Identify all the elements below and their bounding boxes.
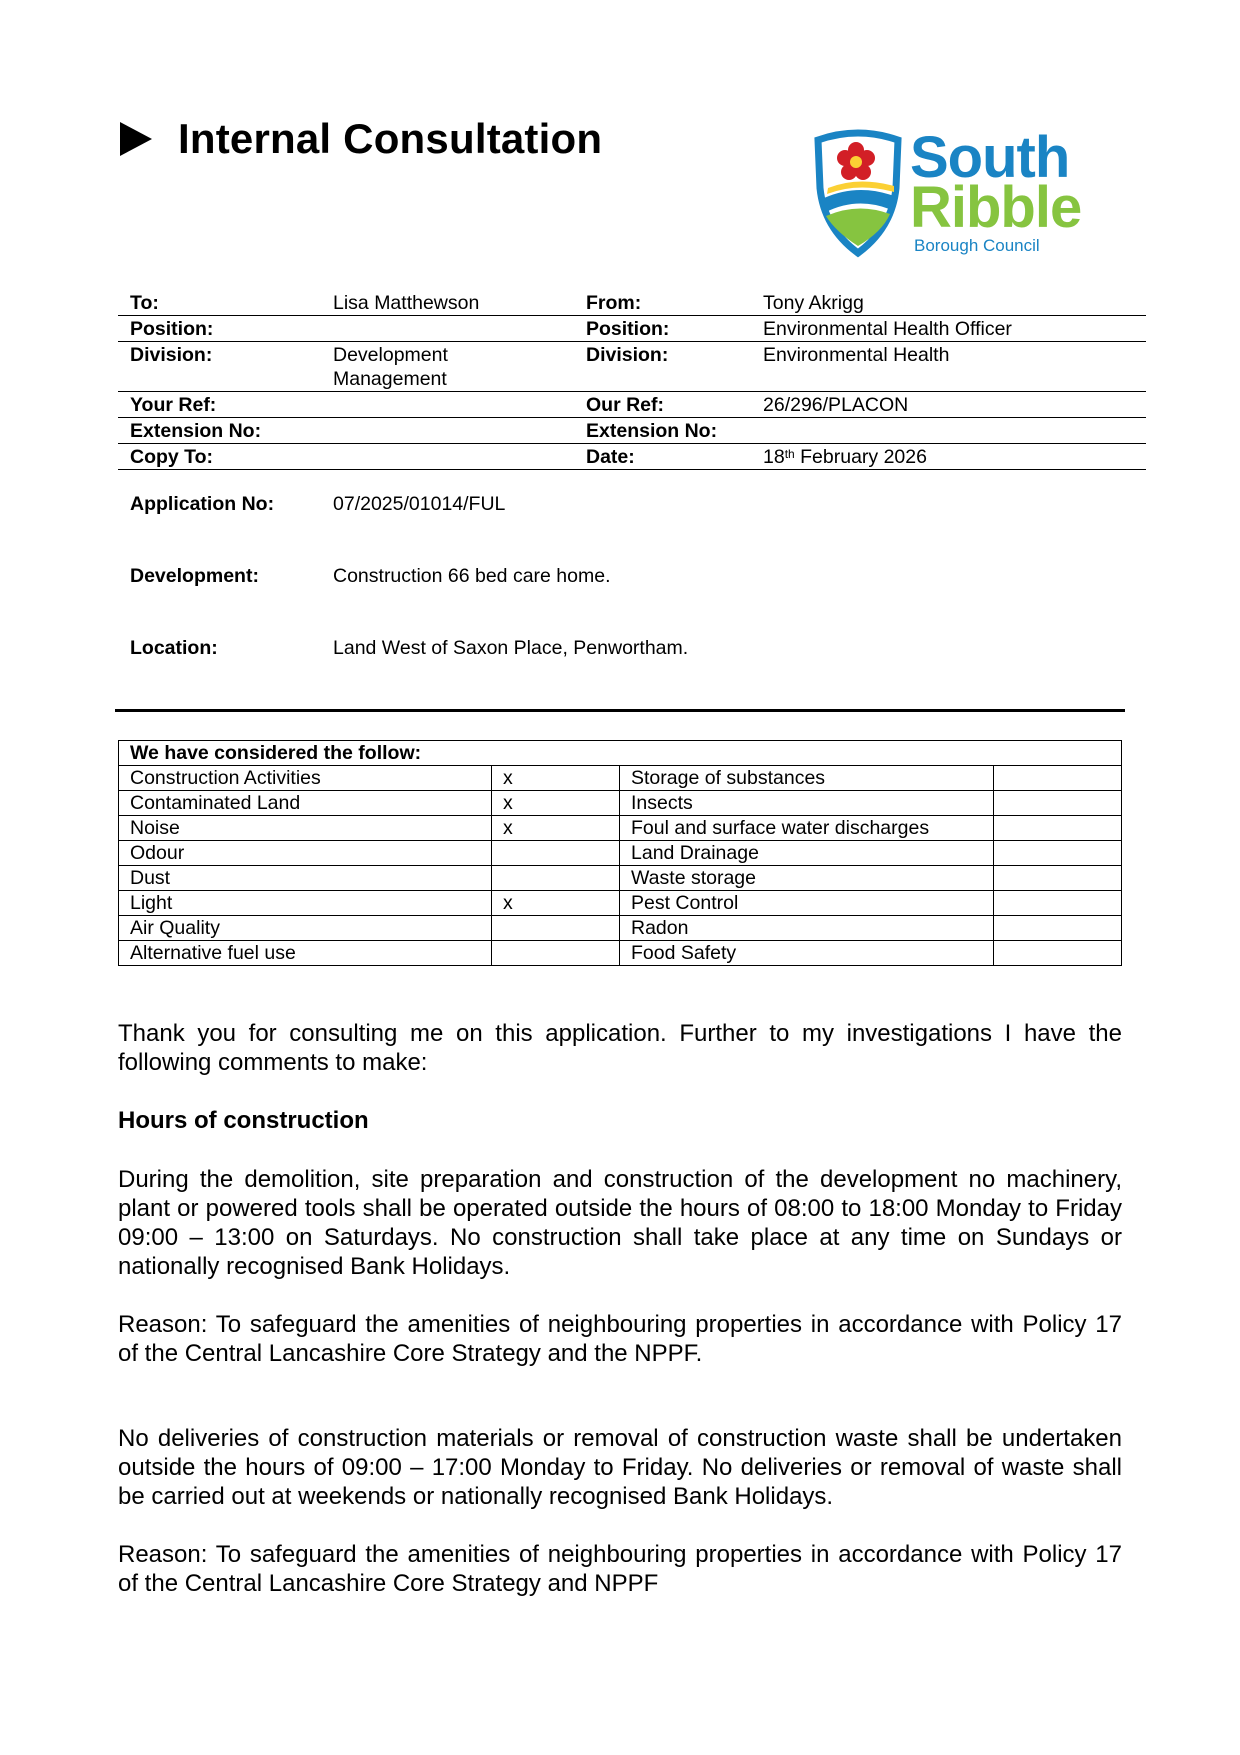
topic-right: Land Drainage [620, 841, 994, 866]
from-position-label: Position: [574, 316, 751, 342]
extension-label: Extension No: [118, 418, 321, 444]
table-row [119, 841, 1122, 866]
table-row [119, 816, 1122, 841]
development-label: Development: [130, 565, 259, 587]
reason-text-2: Reason: To safeguard the amenities of neighbouring properties in accordance with Policy 17 of the Central Lancashire Core Strategy and NPPF [118, 1541, 1122, 1597]
logo-text-ribble: Ribble [910, 175, 1082, 240]
our-ref-label: Our Ref: [574, 392, 751, 418]
table-row [119, 766, 1122, 791]
topic-right-mark [994, 916, 1122, 941]
topic-right-mark [994, 891, 1122, 916]
division-value-line1: Development [333, 344, 448, 366]
logo-text-south: South [910, 125, 1070, 190]
page-title [120, 112, 602, 166]
position-label: Position: [118, 316, 321, 342]
topic-right: Food Safety [620, 941, 994, 966]
copy-to-label: Copy To: [118, 444, 321, 470]
copy-to-value [321, 444, 574, 470]
division-label: Division: [118, 342, 321, 392]
topic-right-mark [994, 841, 1122, 866]
topic-left: Noise [119, 816, 492, 841]
deliveries-paragraph [118, 1424, 1122, 1511]
topic-right: Storage of substances [620, 766, 994, 791]
topic-right: Radon [620, 916, 994, 941]
division-value [321, 342, 574, 392]
memo-details-table [118, 290, 1146, 470]
topic-left-mark: x [492, 891, 620, 916]
topic-left-mark: x [492, 791, 620, 816]
from-division-label: Division: [574, 342, 751, 392]
table-row [119, 791, 1122, 816]
location-value: Land West of Saxon Place, Penwortham. [333, 637, 689, 659]
topic-left: Construction Activities [119, 766, 492, 791]
date-rest: February 2026 [794, 446, 927, 468]
division-value-line2: Management [333, 368, 447, 390]
deliveries-text: No deliveries of construction materials or removal of construction waste shall be undertaken outside the hours of 09:00 – 17:00 Monday to Friday. No deliveries or removal of waste shall be carried out at weekends or nationally recognised Bank Holidays. [118, 1425, 1122, 1510]
topic-left-mark [492, 941, 620, 966]
table-row [119, 916, 1122, 941]
intro-paragraph [118, 1019, 1122, 1077]
table-row [119, 941, 1122, 966]
your-ref-value [321, 392, 574, 418]
topic-right: Pest Control [620, 891, 994, 916]
from-label: From: [574, 290, 751, 316]
title-text: Internal Consultation [178, 115, 603, 162]
reason-paragraph-1 [118, 1310, 1122, 1368]
topic-left: Light [119, 891, 492, 916]
topic-left-mark: x [492, 766, 620, 791]
topic-right-mark [994, 766, 1122, 791]
reason-paragraph-2 [118, 1540, 1122, 1598]
topic-left-mark [492, 916, 620, 941]
reason-text-1: Reason: To safeguard the amenities of neighbouring properties in accordance with Policy 17 of the Central Lancashire Core Strategy and the NPPF. [118, 1311, 1122, 1367]
topic-left: Air Quality [119, 916, 492, 941]
topic-right: Waste storage [620, 866, 994, 891]
section-heading: Hours of construction [118, 1107, 369, 1134]
from-extension-label: Extension No: [574, 418, 751, 444]
development-value: Construction 66 bed care home. [333, 565, 611, 587]
application-no-value: 07/2025/01014/FUL [333, 493, 506, 515]
topic-right-mark [994, 866, 1122, 891]
topic-right-mark [994, 941, 1122, 966]
to-value: Lisa Matthewson [321, 290, 574, 316]
from-value: Tony Akrigg [751, 290, 1146, 316]
hours-text: During the demolition, site preparation and construction of the development no machinery, plant or powered tools shall be operated outside the hours of 08:00 to 18:00 Monday to Friday 09:00 – 13:00 on Saturdays. No construction shall take place at any time on Sundays or nationally recognised Bank Holidays. [118, 1166, 1122, 1280]
shield-icon [808, 128, 908, 263]
intro-text: Thank you for consulting me on this application. Further to my investigations I have the following comments to make: [118, 1020, 1122, 1076]
topic-left-mark [492, 841, 620, 866]
topic-left-mark: x [492, 816, 620, 841]
date-label: Date: [574, 444, 751, 470]
section-divider [115, 709, 1125, 712]
position-value [321, 316, 574, 342]
hours-paragraph [118, 1165, 1122, 1281]
extension-value [321, 418, 574, 444]
logo-text-council: Borough Council [914, 236, 1040, 255]
topic-right: Insects [620, 791, 994, 816]
considered-heading: We have considered the follow: [119, 741, 1122, 766]
topic-left: Odour [119, 841, 492, 866]
considered-table [118, 740, 1122, 966]
to-label: To: [118, 290, 321, 316]
date-value [751, 444, 1146, 470]
topic-right-mark [994, 816, 1122, 841]
play-arrow-icon [120, 122, 152, 156]
date-day: 18 [763, 446, 785, 468]
table-row [119, 891, 1122, 916]
topic-left: Dust [119, 866, 492, 891]
your-ref-label: Your Ref: [118, 392, 321, 418]
topic-left: Alternative fuel use [119, 941, 492, 966]
application-no-label: Application No: [130, 493, 275, 515]
table-row [119, 866, 1122, 891]
from-position-value: Environmental Health Officer [751, 316, 1146, 342]
date-suffix: th [784, 447, 795, 461]
topic-right-mark [994, 791, 1122, 816]
topic-left: Contaminated Land [119, 791, 492, 816]
our-ref-value: 26/296/PLACON [751, 392, 1146, 418]
topic-left-mark [492, 866, 620, 891]
location-label: Location: [130, 637, 218, 659]
topic-right: Foul and surface water discharges [620, 816, 994, 841]
from-extension-value [751, 418, 1146, 444]
council-logo [808, 125, 1098, 263]
from-division-value: Environmental Health [751, 342, 1146, 392]
